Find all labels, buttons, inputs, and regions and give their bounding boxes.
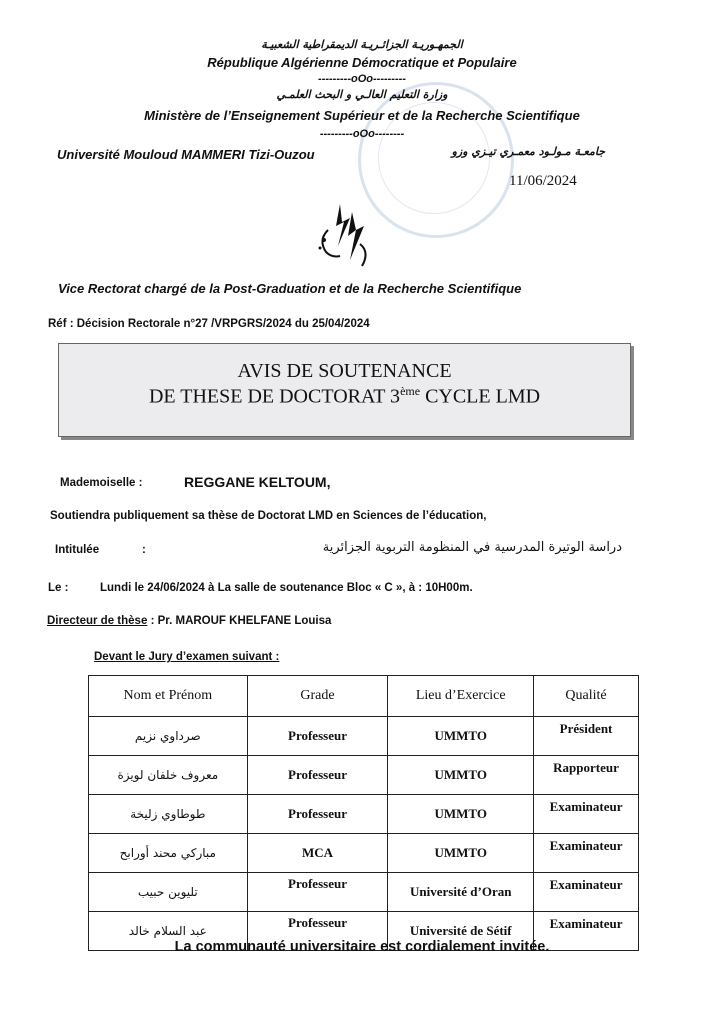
table-row bbox=[89, 717, 639, 756]
jury-lieu: UMMTO bbox=[388, 756, 534, 795]
table-row bbox=[89, 834, 639, 873]
table-row bbox=[89, 873, 639, 912]
jury-grade: MCA bbox=[247, 834, 388, 873]
jury-table bbox=[88, 675, 639, 951]
thesis-statement: Soutiendra publiquement sa thèse de Doctorat LMD en Sciences de l’éducation, bbox=[50, 510, 487, 522]
jury-qualite: Rapporteur bbox=[534, 756, 639, 795]
thesis-title-arabic: دراسة الوتيرة المدرسية في المنظومة التربوية الجزائرية bbox=[322, 540, 622, 555]
reference: Réf : Décision Rectorale n°27 /VRPGRS/2024 du 25/04/2024 bbox=[48, 318, 370, 330]
republic-arabic: الجمهـوريـة الجزائـريـة الديمقراطية الشعبيـة bbox=[261, 38, 463, 51]
jury-name: معروف خلفان لويزة bbox=[89, 756, 248, 795]
document-date: 11/06/2024 bbox=[509, 173, 577, 189]
jury-lieu: UMMTO bbox=[388, 717, 534, 756]
header-name: Nom et Prénom bbox=[89, 676, 248, 717]
vice-rectorat: Vice Rectorat chargé de la Post-Graduation et de la Recherche Scientifique bbox=[58, 281, 522, 296]
table-row bbox=[89, 756, 639, 795]
jury-table-header bbox=[89, 676, 639, 717]
director-label: Directeur de thèse bbox=[47, 615, 148, 627]
intitule-colon: : bbox=[142, 544, 146, 556]
jury-lieu: Université d’Oran bbox=[388, 873, 534, 912]
jury-qualite: Président bbox=[534, 717, 639, 756]
university-arabic: جامعـة مـولـود معمـري تيـزي وزو bbox=[451, 145, 605, 158]
jury-name: صرداوي نزيم bbox=[89, 717, 248, 756]
ministry-french: Ministère de l’Enseignement Supérieur et de la Recherche Scientifique bbox=[144, 108, 580, 123]
jury-qualite: Examinateur bbox=[534, 834, 639, 873]
header-lieu: Lieu d’Exercice bbox=[388, 676, 534, 717]
university-french: Université Mouloud MAMMERI Tizi-Ouzou bbox=[57, 147, 315, 162]
title-line-2: DE THESE DE DOCTORAT 3ème CYCLE LMD bbox=[148, 384, 541, 408]
jury-grade: Professeur bbox=[247, 756, 388, 795]
jury-name: تليوين حبيب bbox=[89, 873, 248, 912]
intitule-label: Intitulée bbox=[55, 544, 100, 556]
schedule-label: Le : bbox=[48, 582, 69, 594]
director-value: : Pr. MAROUF KHELFANE Louisa bbox=[150, 615, 332, 627]
jury-grade: Professeur bbox=[247, 717, 388, 756]
jury-grade: Professeur bbox=[247, 873, 388, 912]
jury-lieu: UMMTO bbox=[388, 795, 534, 834]
candidate-name: REGGANE KELTOUM, bbox=[184, 474, 331, 490]
schedule-text: Lundi le 24/06/2024 à La salle de soutenance Bloc « C », à : 10H00m. bbox=[100, 582, 473, 594]
jury-name: عبد السلام خالد bbox=[89, 912, 248, 951]
jury-name: مباركي محند أورابح bbox=[89, 834, 248, 873]
jury-qualite: Examinateur bbox=[534, 873, 639, 912]
title-line-1: AVIS DE SOUTENANCE bbox=[237, 360, 452, 382]
header-qualite: Qualité bbox=[534, 676, 639, 717]
closing-invitation: La communauté universitaire est cordialement invitée. bbox=[174, 939, 550, 955]
republic-french: République Algérienne Démocratique et Populaire bbox=[207, 55, 517, 70]
header-separator: ---------oOo--------- bbox=[318, 73, 406, 85]
header-separator: ---------oOo-------- bbox=[319, 128, 405, 140]
jury-lieu: UMMTO bbox=[388, 834, 534, 873]
director-line bbox=[47, 615, 331, 627]
jury-qualite: Examinateur bbox=[534, 795, 639, 834]
jury-grade: Professeur bbox=[247, 795, 388, 834]
table-row bbox=[89, 795, 639, 834]
header-grade: Grade bbox=[247, 676, 388, 717]
candidate-label: Mademoiselle : bbox=[60, 477, 143, 489]
ministry-arabic: وزارة التعليم العالـي و البحث العلمـي bbox=[276, 88, 448, 101]
jury-lieu: Université de Sétif bbox=[388, 912, 534, 951]
jury-intro: Devant le Jury d’examen suivant : bbox=[94, 651, 280, 663]
jury-qualite: Examinateur bbox=[534, 912, 639, 951]
jury-grade: Professeur bbox=[247, 912, 388, 951]
university-logo-icon bbox=[310, 200, 380, 272]
jury-name: طوطاوي زليخة bbox=[89, 795, 248, 834]
